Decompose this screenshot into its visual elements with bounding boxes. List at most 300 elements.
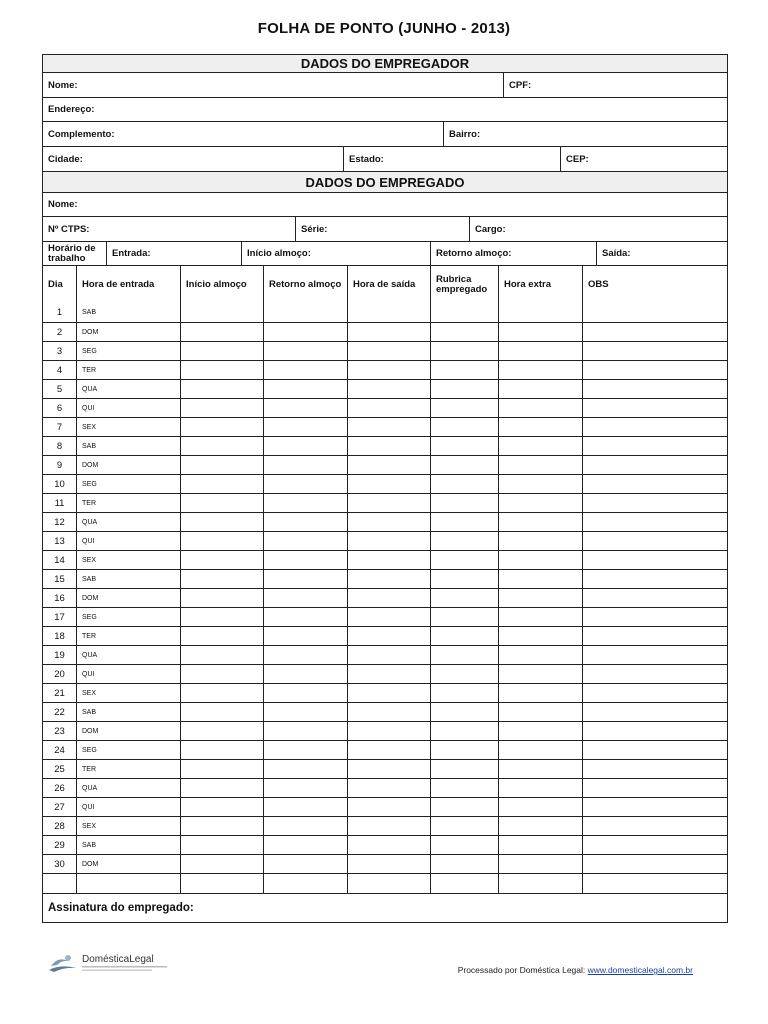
cell-hora-saida[interactable]	[347, 513, 430, 531]
cell-hora-saida[interactable]	[347, 760, 430, 778]
cell-obs[interactable]	[582, 665, 727, 683]
day-number: 8	[56, 440, 63, 452]
cell-rubrica[interactable]	[430, 722, 498, 740]
cell-inicio-almoco[interactable]	[180, 703, 263, 721]
cell-retorno-almoco[interactable]	[263, 798, 347, 816]
cell-hora-saida[interactable]	[347, 836, 430, 854]
cell-hora-extra[interactable]	[498, 418, 582, 436]
cell-hora-entrada[interactable]	[76, 494, 180, 512]
cell-hora-extra[interactable]	[498, 855, 582, 873]
cell-inicio-almoco[interactable]	[180, 513, 263, 531]
cell-retorno-almoco[interactable]	[263, 494, 347, 512]
employer-complement-row	[43, 121, 727, 146]
cell-obs[interactable]	[582, 608, 727, 626]
cell-hora-saida[interactable]	[347, 494, 430, 512]
cell-hora-extra[interactable]	[498, 399, 582, 417]
cell-hora-extra[interactable]	[498, 361, 582, 379]
cell-hora-entrada[interactable]	[76, 627, 180, 645]
cell-rubrica[interactable]	[430, 361, 498, 379]
cell-inicio-almoco[interactable]	[180, 361, 263, 379]
cell-hora-extra[interactable]	[498, 437, 582, 455]
cell-retorno-almoco[interactable]	[263, 760, 347, 778]
cell-hora-entrada[interactable]	[76, 551, 180, 569]
cell-obs[interactable]	[582, 684, 727, 702]
cell-hora-saida[interactable]	[347, 303, 430, 322]
cell-obs[interactable]	[582, 627, 727, 645]
cell-hora-saida[interactable]	[347, 627, 430, 645]
cell-hora-entrada[interactable]	[76, 342, 180, 360]
table-row	[43, 303, 727, 322]
cell-obs[interactable]	[582, 722, 727, 740]
table-row	[43, 493, 727, 512]
cell-hora-extra[interactable]	[498, 646, 582, 664]
schedule-inicio-almoco-field[interactable]: Início almoço:	[241, 242, 430, 265]
cell-retorno-almoco[interactable]	[263, 665, 347, 683]
employer-header: DADOS DO EMPREGADOR	[43, 55, 727, 72]
cell-hora-extra[interactable]	[498, 665, 582, 683]
cell-inicio-almoco[interactable]	[180, 380, 263, 398]
cell-rubrica[interactable]	[430, 399, 498, 417]
cell-hora-entrada[interactable]	[76, 760, 180, 778]
cell-hora-saida[interactable]	[347, 817, 430, 835]
cell-hora-saida[interactable]	[347, 437, 430, 455]
cell-rubrica[interactable]	[430, 570, 498, 588]
cell-hora-entrada[interactable]	[76, 303, 180, 322]
table-row	[43, 683, 727, 702]
cell-obs[interactable]	[582, 703, 727, 721]
cell-obs[interactable]	[582, 399, 727, 417]
cell-hora-saida[interactable]	[347, 608, 430, 626]
weekday-label: DOM	[82, 461, 99, 469]
cell-obs[interactable]	[582, 456, 727, 474]
cell-inicio-almoco[interactable]	[180, 494, 263, 512]
cell-rubrica[interactable]	[430, 836, 498, 854]
cell-hora-extra[interactable]	[498, 475, 582, 493]
employer-bairro-field[interactable]: Bairro:	[443, 122, 727, 146]
cell-retorno-almoco[interactable]	[263, 532, 347, 550]
day-number: 25	[54, 763, 65, 775]
table-row	[43, 835, 727, 854]
employer-name-field[interactable]: Nome:	[48, 79, 78, 91]
day-number: 5	[56, 383, 63, 395]
cell-hora-extra[interactable]	[498, 551, 582, 569]
table-row	[43, 550, 727, 569]
footer-processed-label: Processado por Doméstica Legal:	[457, 965, 586, 975]
table-row	[43, 569, 727, 588]
day-rows	[43, 303, 727, 873]
employee-header: DADOS DO EMPREGADO	[43, 171, 727, 192]
cell-hora-saida[interactable]	[347, 418, 430, 436]
cell-rubrica[interactable]	[430, 684, 498, 702]
cell-hora-entrada[interactable]	[76, 779, 180, 797]
signature-field[interactable]: Assinatura do empregado:	[48, 902, 194, 914]
cell-inicio-almoco[interactable]	[180, 798, 263, 816]
cell-rubrica[interactable]	[430, 589, 498, 607]
cell-inicio-almoco[interactable]	[180, 342, 263, 360]
schedule-retorno-almoco-field[interactable]: Retorno almoço:	[430, 242, 596, 265]
weekday-label: SAB	[82, 442, 97, 450]
cell-obs[interactable]	[582, 380, 727, 398]
cell-hora-entrada[interactable]	[76, 380, 180, 398]
cell-hora-extra[interactable]	[498, 836, 582, 854]
cell-retorno-almoco[interactable]	[263, 399, 347, 417]
day-number: 2	[56, 326, 63, 338]
cell-hora-entrada[interactable]	[76, 608, 180, 626]
cell-retorno-almoco[interactable]	[263, 570, 347, 588]
cell-hora-entrada[interactable]	[76, 418, 180, 436]
cell-hora-extra[interactable]	[498, 532, 582, 550]
weekday-label: QUA	[82, 651, 98, 659]
cell-inicio-almoco[interactable]	[180, 817, 263, 835]
empty-cell-hora-entrada[interactable]	[76, 874, 180, 893]
weekday-label: DOM	[82, 860, 99, 868]
cell-hora-entrada[interactable]	[76, 475, 180, 493]
cell-obs[interactable]	[582, 779, 727, 797]
cell-obs[interactable]	[582, 532, 727, 550]
cell-obs[interactable]	[582, 513, 727, 531]
employer-cpf-field[interactable]: CPF:	[503, 73, 727, 97]
table-row	[43, 436, 727, 455]
cell-rubrica[interactable]	[430, 741, 498, 759]
day-number: 16	[54, 592, 65, 604]
cell-rubrica[interactable]	[430, 323, 498, 341]
weekday-label: TER	[82, 366, 96, 374]
cell-rubrica[interactable]	[430, 855, 498, 873]
cell-rubrica[interactable]	[430, 817, 498, 835]
table-row	[43, 398, 727, 417]
cell-inicio-almoco[interactable]	[180, 836, 263, 854]
cell-rubrica[interactable]	[430, 646, 498, 664]
cell-hora-extra[interactable]	[498, 380, 582, 398]
cell-hora-entrada[interactable]	[76, 836, 180, 854]
col-hora-entrada: Hora de entrada	[76, 266, 180, 303]
cell-hora-extra[interactable]	[498, 323, 582, 341]
weekday-label: TER	[82, 765, 96, 773]
cell-retorno-almoco[interactable]	[263, 513, 347, 531]
employer-city-field[interactable]: Cidade:	[48, 153, 83, 165]
weekday-label: QUA	[82, 518, 98, 526]
cell-hora-saida[interactable]	[347, 532, 430, 550]
cell-rubrica[interactable]	[430, 475, 498, 493]
cell-retorno-almoco[interactable]	[263, 303, 347, 322]
cell-hora-extra[interactable]	[498, 741, 582, 759]
cell-obs[interactable]	[582, 589, 727, 607]
table-row	[43, 740, 727, 759]
cell-retorno-almoco[interactable]	[263, 722, 347, 740]
employee-name-field[interactable]: Nome:	[48, 199, 78, 210]
table-row	[43, 455, 727, 474]
cell-retorno-almoco[interactable]	[263, 855, 347, 873]
weekday-label: SEX	[82, 689, 97, 697]
cell-hora-entrada[interactable]	[76, 684, 180, 702]
cell-hora-extra[interactable]	[498, 303, 582, 322]
signature-row	[43, 893, 727, 922]
cell-hora-saida[interactable]	[347, 722, 430, 740]
cell-rubrica[interactable]	[430, 760, 498, 778]
employee-ctps-row	[43, 216, 727, 241]
footer-link[interactable]: www.domesticalegal.com.br	[587, 965, 693, 975]
col-hora-saida: Hora de saída	[347, 266, 430, 303]
cell-hora-extra[interactable]	[498, 570, 582, 588]
cell-obs[interactable]	[582, 817, 727, 835]
employee-schedule-row	[43, 241, 727, 265]
cell-hora-entrada[interactable]	[76, 361, 180, 379]
cell-hora-entrada[interactable]	[76, 703, 180, 721]
cell-obs[interactable]	[582, 303, 727, 322]
cell-inicio-almoco[interactable]	[180, 627, 263, 645]
cell-retorno-almoco[interactable]	[263, 323, 347, 341]
cell-hora-entrada[interactable]	[76, 437, 180, 455]
cell-retorno-almoco[interactable]	[263, 817, 347, 835]
table-row-empty	[43, 873, 727, 893]
cell-inicio-almoco[interactable]	[180, 779, 263, 797]
logo-tagline	[82, 965, 192, 975]
cell-rubrica[interactable]	[430, 342, 498, 360]
weekday-label: QUA	[82, 784, 98, 792]
cell-retorno-almoco[interactable]	[263, 380, 347, 398]
cell-hora-extra[interactable]	[498, 608, 582, 626]
cell-hora-entrada[interactable]	[76, 399, 180, 417]
table-row	[43, 854, 727, 873]
cell-hora-saida[interactable]	[347, 323, 430, 341]
cell-rubrica[interactable]	[430, 627, 498, 645]
employer-complement-field[interactable]: Complemento:	[48, 128, 115, 140]
cell-hora-saida[interactable]	[347, 665, 430, 683]
cell-inicio-almoco[interactable]	[180, 608, 263, 626]
cell-inicio-almoco[interactable]	[180, 551, 263, 569]
col-inicio-almoco: Início almoço	[180, 266, 263, 303]
cell-retorno-almoco[interactable]	[263, 589, 347, 607]
cell-rubrica[interactable]	[430, 551, 498, 569]
cell-hora-entrada[interactable]	[76, 532, 180, 550]
cell-obs[interactable]	[582, 741, 727, 759]
cell-retorno-almoco[interactable]	[263, 684, 347, 702]
cell-hora-saida[interactable]	[347, 589, 430, 607]
cell-hora-extra[interactable]	[498, 798, 582, 816]
cell-hora-extra[interactable]	[498, 817, 582, 835]
cell-hora-extra[interactable]	[498, 589, 582, 607]
cell-obs[interactable]	[582, 836, 727, 854]
cell-rubrica[interactable]	[430, 418, 498, 436]
weekday-label: DOM	[82, 594, 99, 602]
cell-inicio-almoco[interactable]	[180, 418, 263, 436]
cell-retorno-almoco[interactable]	[263, 456, 347, 474]
employee-cargo-field[interactable]: Cargo:	[469, 217, 727, 241]
empty-cell-inicio-almoco[interactable]	[180, 874, 263, 893]
day-number: 23	[54, 725, 65, 737]
cell-rubrica[interactable]	[430, 494, 498, 512]
cell-rubrica[interactable]	[430, 513, 498, 531]
cell-rubrica[interactable]	[430, 303, 498, 322]
cell-retorno-almoco[interactable]	[263, 342, 347, 360]
table-row	[43, 645, 727, 664]
empty-cell-dia[interactable]	[43, 874, 76, 893]
cell-hora-extra[interactable]	[498, 684, 582, 702]
weekday-label: QUA	[82, 385, 98, 393]
cell-rubrica[interactable]	[430, 798, 498, 816]
cell-hora-saida[interactable]	[347, 380, 430, 398]
cell-obs[interactable]	[582, 551, 727, 569]
cell-rubrica[interactable]	[430, 532, 498, 550]
cell-rubrica[interactable]	[430, 703, 498, 721]
weekday-label: SEX	[82, 556, 97, 564]
cell-hora-entrada[interactable]	[76, 665, 180, 683]
cell-obs[interactable]	[582, 855, 727, 873]
cell-hora-extra[interactable]	[498, 760, 582, 778]
employee-ctps-field[interactable]: Nº CTPS:	[48, 223, 90, 235]
cell-hora-extra[interactable]	[498, 456, 582, 474]
employer-address-field[interactable]: Endereço:	[48, 104, 95, 115]
cell-hora-entrada[interactable]	[76, 589, 180, 607]
cell-rubrica[interactable]	[430, 608, 498, 626]
cell-inicio-almoco[interactable]	[180, 399, 263, 417]
cell-inicio-almoco[interactable]	[180, 589, 263, 607]
cell-hora-extra[interactable]	[498, 513, 582, 531]
cell-inicio-almoco[interactable]	[180, 532, 263, 550]
employee-serie-field[interactable]: Série:	[295, 217, 469, 241]
weekday-label: TER	[82, 499, 96, 507]
day-number: 11	[54, 497, 65, 509]
cell-hora-entrada[interactable]	[76, 722, 180, 740]
day-number: 3	[56, 345, 63, 357]
cell-hora-entrada[interactable]	[76, 741, 180, 759]
cell-inicio-almoco[interactable]	[180, 741, 263, 759]
table-row	[43, 759, 727, 778]
table-row	[43, 626, 727, 645]
cell-hora-saida[interactable]	[347, 646, 430, 664]
cell-hora-saida[interactable]	[347, 798, 430, 816]
cell-retorno-almoco[interactable]	[263, 836, 347, 854]
cell-inicio-almoco[interactable]	[180, 665, 263, 683]
cell-rubrica[interactable]	[430, 437, 498, 455]
cell-inicio-almoco[interactable]	[180, 570, 263, 588]
cell-hora-entrada[interactable]	[76, 570, 180, 588]
cell-hora-extra[interactable]	[498, 494, 582, 512]
cell-inicio-almoco[interactable]	[180, 303, 263, 322]
cell-hora-saida[interactable]	[347, 475, 430, 493]
day-number: 14	[54, 554, 65, 566]
schedule-saida-field[interactable]: Saída:	[596, 242, 727, 265]
cell-inicio-almoco[interactable]	[180, 722, 263, 740]
day-number: 1	[56, 307, 63, 318]
empty-cell-rubrica[interactable]	[430, 874, 498, 893]
weekday-label: QUI	[82, 537, 95, 545]
cell-hora-entrada[interactable]	[76, 855, 180, 873]
employer-state-field[interactable]: Estado:	[343, 147, 560, 171]
cell-obs[interactable]	[582, 342, 727, 360]
cell-retorno-almoco[interactable]	[263, 475, 347, 493]
cell-obs[interactable]	[582, 418, 727, 436]
empty-cell-obs[interactable]	[582, 874, 727, 893]
schedule-entrada-field[interactable]: Entrada:	[106, 242, 241, 265]
cell-rubrica[interactable]	[430, 665, 498, 683]
cell-inicio-almoco[interactable]	[180, 475, 263, 493]
cell-hora-entrada[interactable]	[76, 456, 180, 474]
cell-hora-saida[interactable]	[347, 684, 430, 702]
cell-hora-saida[interactable]	[347, 570, 430, 588]
cell-retorno-almoco[interactable]	[263, 779, 347, 797]
empty-cell-hora-extra[interactable]	[498, 874, 582, 893]
day-number: 18	[54, 630, 65, 642]
col-hora-extra: Hora extra	[498, 266, 582, 303]
cell-retorno-almoco[interactable]	[263, 646, 347, 664]
day-number: 13	[54, 535, 65, 547]
cell-hora-saida[interactable]	[347, 456, 430, 474]
day-number: 28	[54, 820, 65, 832]
cell-hora-entrada[interactable]	[76, 646, 180, 664]
cell-hora-saida[interactable]	[347, 855, 430, 873]
cell-inicio-almoco[interactable]	[180, 323, 263, 341]
cell-hora-extra[interactable]	[498, 779, 582, 797]
cell-hora-entrada[interactable]	[76, 817, 180, 835]
cell-hora-saida[interactable]	[347, 779, 430, 797]
cell-obs[interactable]	[582, 760, 727, 778]
cell-retorno-almoco[interactable]	[263, 361, 347, 379]
cell-obs[interactable]	[582, 475, 727, 493]
cell-inicio-almoco[interactable]	[180, 760, 263, 778]
cell-rubrica[interactable]	[430, 779, 498, 797]
empty-cell-hora-saida[interactable]	[347, 874, 430, 893]
cell-retorno-almoco[interactable]	[263, 627, 347, 645]
cell-obs[interactable]	[582, 323, 727, 341]
cell-inicio-almoco[interactable]	[180, 684, 263, 702]
cell-hora-entrada[interactable]	[76, 798, 180, 816]
cell-inicio-almoco[interactable]	[180, 646, 263, 664]
cell-hora-entrada[interactable]	[76, 323, 180, 341]
cell-hora-extra[interactable]	[498, 342, 582, 360]
cell-obs[interactable]	[582, 494, 727, 512]
cell-hora-saida[interactable]	[347, 741, 430, 759]
cell-hora-saida[interactable]	[347, 342, 430, 360]
cell-hora-saida[interactable]	[347, 551, 430, 569]
cell-retorno-almoco[interactable]	[263, 608, 347, 626]
cell-hora-saida[interactable]	[347, 361, 430, 379]
day-number: 22	[54, 706, 65, 718]
empty-cell-retorno-almoco[interactable]	[263, 874, 347, 893]
table-row	[43, 816, 727, 835]
employer-cep-field[interactable]: CEP:	[560, 147, 727, 171]
table-header-row	[43, 265, 727, 303]
table-row	[43, 588, 727, 607]
cell-retorno-almoco[interactable]	[263, 551, 347, 569]
cell-rubrica[interactable]	[430, 380, 498, 398]
weekday-label: QUI	[82, 404, 95, 412]
table-row	[43, 341, 727, 360]
cell-rubrica[interactable]	[430, 456, 498, 474]
cell-retorno-almoco[interactable]	[263, 741, 347, 759]
weekday-label: SEX	[82, 423, 97, 431]
cell-hora-saida[interactable]	[347, 399, 430, 417]
cell-hora-extra[interactable]	[498, 703, 582, 721]
cell-obs[interactable]	[582, 570, 727, 588]
cell-retorno-almoco[interactable]	[263, 437, 347, 455]
cell-hora-extra[interactable]	[498, 722, 582, 740]
cell-inicio-almoco[interactable]	[180, 456, 263, 474]
cell-hora-entrada[interactable]	[76, 513, 180, 531]
cell-hora-saida[interactable]	[347, 703, 430, 721]
cell-obs[interactable]	[582, 361, 727, 379]
cell-obs[interactable]	[582, 646, 727, 664]
cell-inicio-almoco[interactable]	[180, 855, 263, 873]
cell-inicio-almoco[interactable]	[180, 437, 263, 455]
day-number: 9	[56, 459, 63, 471]
cell-retorno-almoco[interactable]	[263, 703, 347, 721]
cell-obs[interactable]	[582, 798, 727, 816]
cell-obs[interactable]	[582, 437, 727, 455]
weekday-label: TER	[82, 632, 96, 640]
cell-hora-extra[interactable]	[498, 627, 582, 645]
cell-retorno-almoco[interactable]	[263, 418, 347, 436]
